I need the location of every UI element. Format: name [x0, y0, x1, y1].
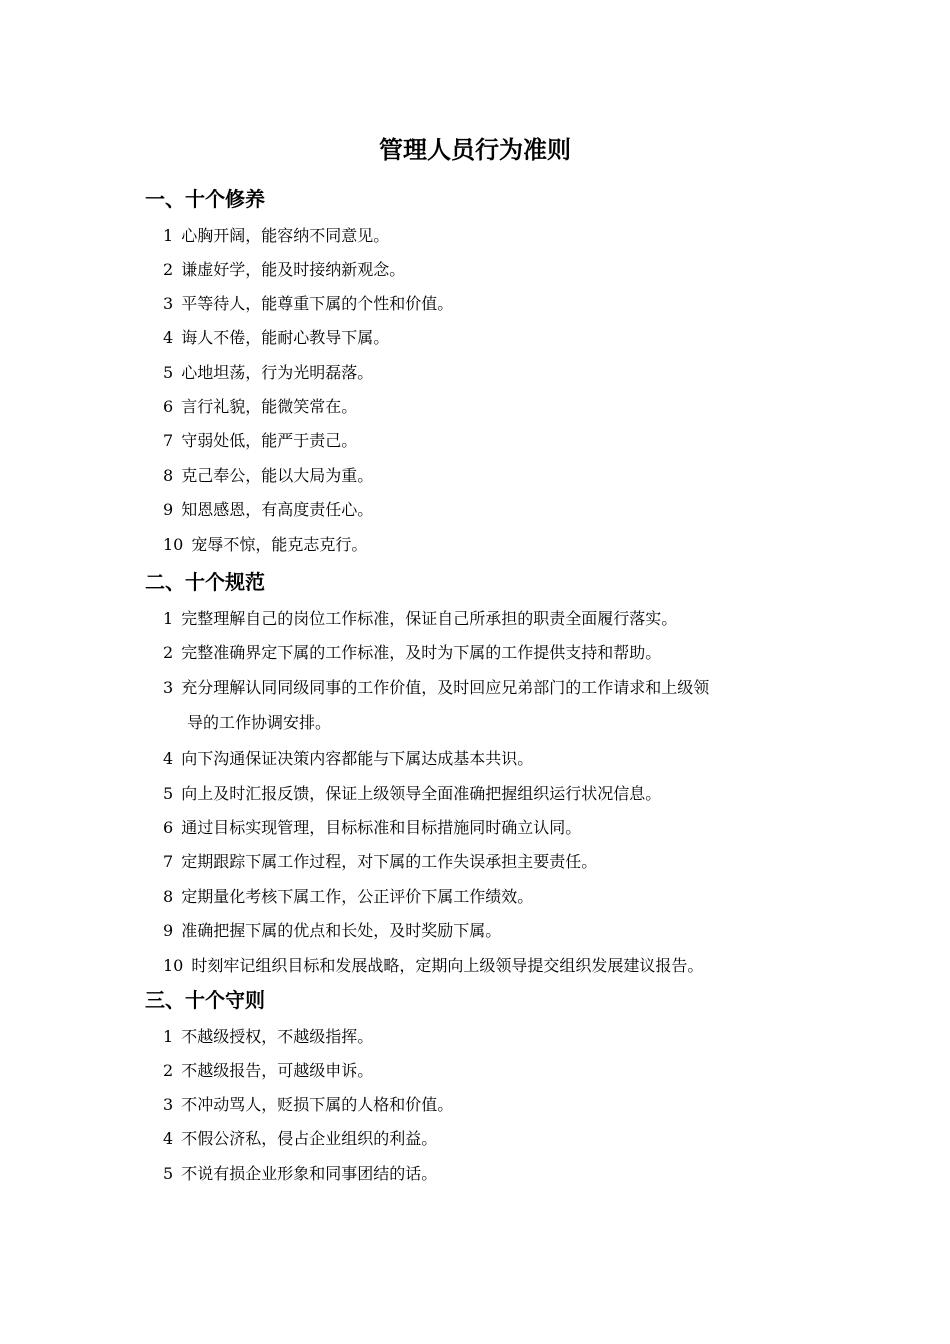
item-text: 知恩感恩，有高度责任心。 [181, 500, 374, 519]
list-item [163, 777, 823, 811]
item-text: 向上及时汇报反馈，保证上级领导全面准确把握组织运行状况信息。 [181, 784, 662, 803]
item-number: 10 [163, 535, 184, 554]
list-item [163, 880, 823, 914]
list-item [163, 219, 823, 253]
item-number: 8 [163, 466, 174, 485]
list-item [163, 602, 823, 636]
item-number: 7 [163, 431, 174, 450]
item-number: 10 [163, 956, 184, 975]
section-heading: 三、十个守则 [145, 988, 265, 1012]
item-number: 6 [163, 397, 174, 416]
item-number: 9 [163, 500, 174, 519]
list-item [163, 671, 823, 705]
item-text: 完整理解自己的岗位工作标准，保证自己所承担的职责全面履行落实。 [181, 609, 678, 628]
list-item [163, 1088, 823, 1122]
list-item [163, 742, 823, 776]
item-text: 定期量化考核下属工作，公正评价下属工作绩效。 [181, 887, 534, 906]
item-text: 心地坦荡，行为光明磊落。 [181, 363, 374, 382]
item-number: 2 [163, 260, 174, 279]
item-number: 4 [163, 1129, 174, 1148]
list-item [163, 811, 823, 845]
item-text: 不越级报告，可越级申诉。 [181, 1061, 374, 1080]
list-item [163, 1054, 823, 1088]
section-heading: 一、十个修养 [145, 187, 265, 211]
item-number: 6 [163, 818, 174, 837]
list-item [163, 356, 823, 390]
item-number: 3 [163, 678, 174, 697]
item-number: 4 [163, 328, 174, 347]
item-text: 导的工作协调安排。 [187, 713, 332, 732]
item-text: 不说有损企业形象和同事团结的话。 [181, 1164, 438, 1183]
item-number: 1 [163, 609, 174, 628]
list-item [163, 1157, 823, 1191]
item-number: 3 [163, 1095, 174, 1114]
list-item [163, 321, 823, 355]
item-text: 言行礼貌，能微笑常在。 [181, 397, 358, 416]
item-number: 4 [163, 749, 174, 768]
item-text: 谦虚好学，能及时接纳新观念。 [181, 260, 406, 279]
item-text: 定期跟踪下属工作过程，对下属的工作失误承担主要责任。 [181, 852, 598, 871]
list-item [163, 845, 823, 879]
list-item [163, 914, 823, 948]
item-number: 9 [163, 921, 174, 940]
item-text: 宠辱不惊，能克志克行。 [191, 535, 368, 554]
item-text: 克己奉公，能以大局为重。 [181, 466, 374, 485]
item-text: 充分理解认同同级同事的工作价值，及时回应兄弟部门的工作请求和上级领 [181, 678, 710, 697]
list-item [163, 528, 823, 562]
item-text: 不越级授权，不越级指挥。 [181, 1027, 374, 1046]
item-text: 时刻牢记组织目标和发展战略，定期向上级领导提交组织发展建议报告。 [191, 956, 704, 975]
item-text: 心胸开阔，能容纳不同意见。 [181, 226, 390, 245]
item-number: 5 [163, 784, 174, 803]
item-text: 不冲动骂人，贬损下属的人格和价值。 [181, 1095, 454, 1114]
list-item [163, 287, 823, 321]
item-text: 平等待人，能尊重下属的个性和价值。 [181, 294, 454, 313]
item-text: 诲人不倦，能耐心教导下属。 [181, 328, 390, 347]
item-text: 通过目标实现管理，目标标准和目标措施同时确立认同。 [181, 818, 582, 837]
item-number: 2 [163, 643, 174, 662]
list-item [163, 424, 823, 458]
item-number: 5 [163, 363, 174, 382]
page-title: 管理人员行为准则 [379, 136, 571, 164]
item-text: 守弱处低，能严于责己。 [181, 431, 358, 450]
item-number: 7 [163, 852, 174, 871]
list-item [163, 949, 823, 983]
list-item [163, 459, 823, 493]
list-item [163, 1122, 823, 1156]
section-heading: 二、十个规范 [145, 570, 265, 594]
list-item [163, 1020, 823, 1054]
item-number: 2 [163, 1061, 174, 1080]
list-item [163, 253, 823, 287]
item-number: 5 [163, 1164, 174, 1183]
list-item [163, 390, 823, 424]
item-text: 向下沟通保证决策内容都能与下属达成基本共识。 [181, 749, 534, 768]
item-text: 不假公济私，侵占企业组织的利益。 [181, 1129, 438, 1148]
list-item [163, 493, 823, 527]
item-number: 1 [163, 1027, 174, 1046]
item-number: 3 [163, 294, 174, 313]
item-number: 1 [163, 226, 174, 245]
item-number: 8 [163, 887, 174, 906]
list-item [163, 636, 823, 670]
list-item-continuation [187, 706, 847, 740]
item-text: 准确把握下属的优点和长处，及时奖励下属。 [181, 921, 502, 940]
item-text: 完整准确界定下属的工作标准，及时为下属的工作提供支持和帮助。 [181, 643, 662, 662]
